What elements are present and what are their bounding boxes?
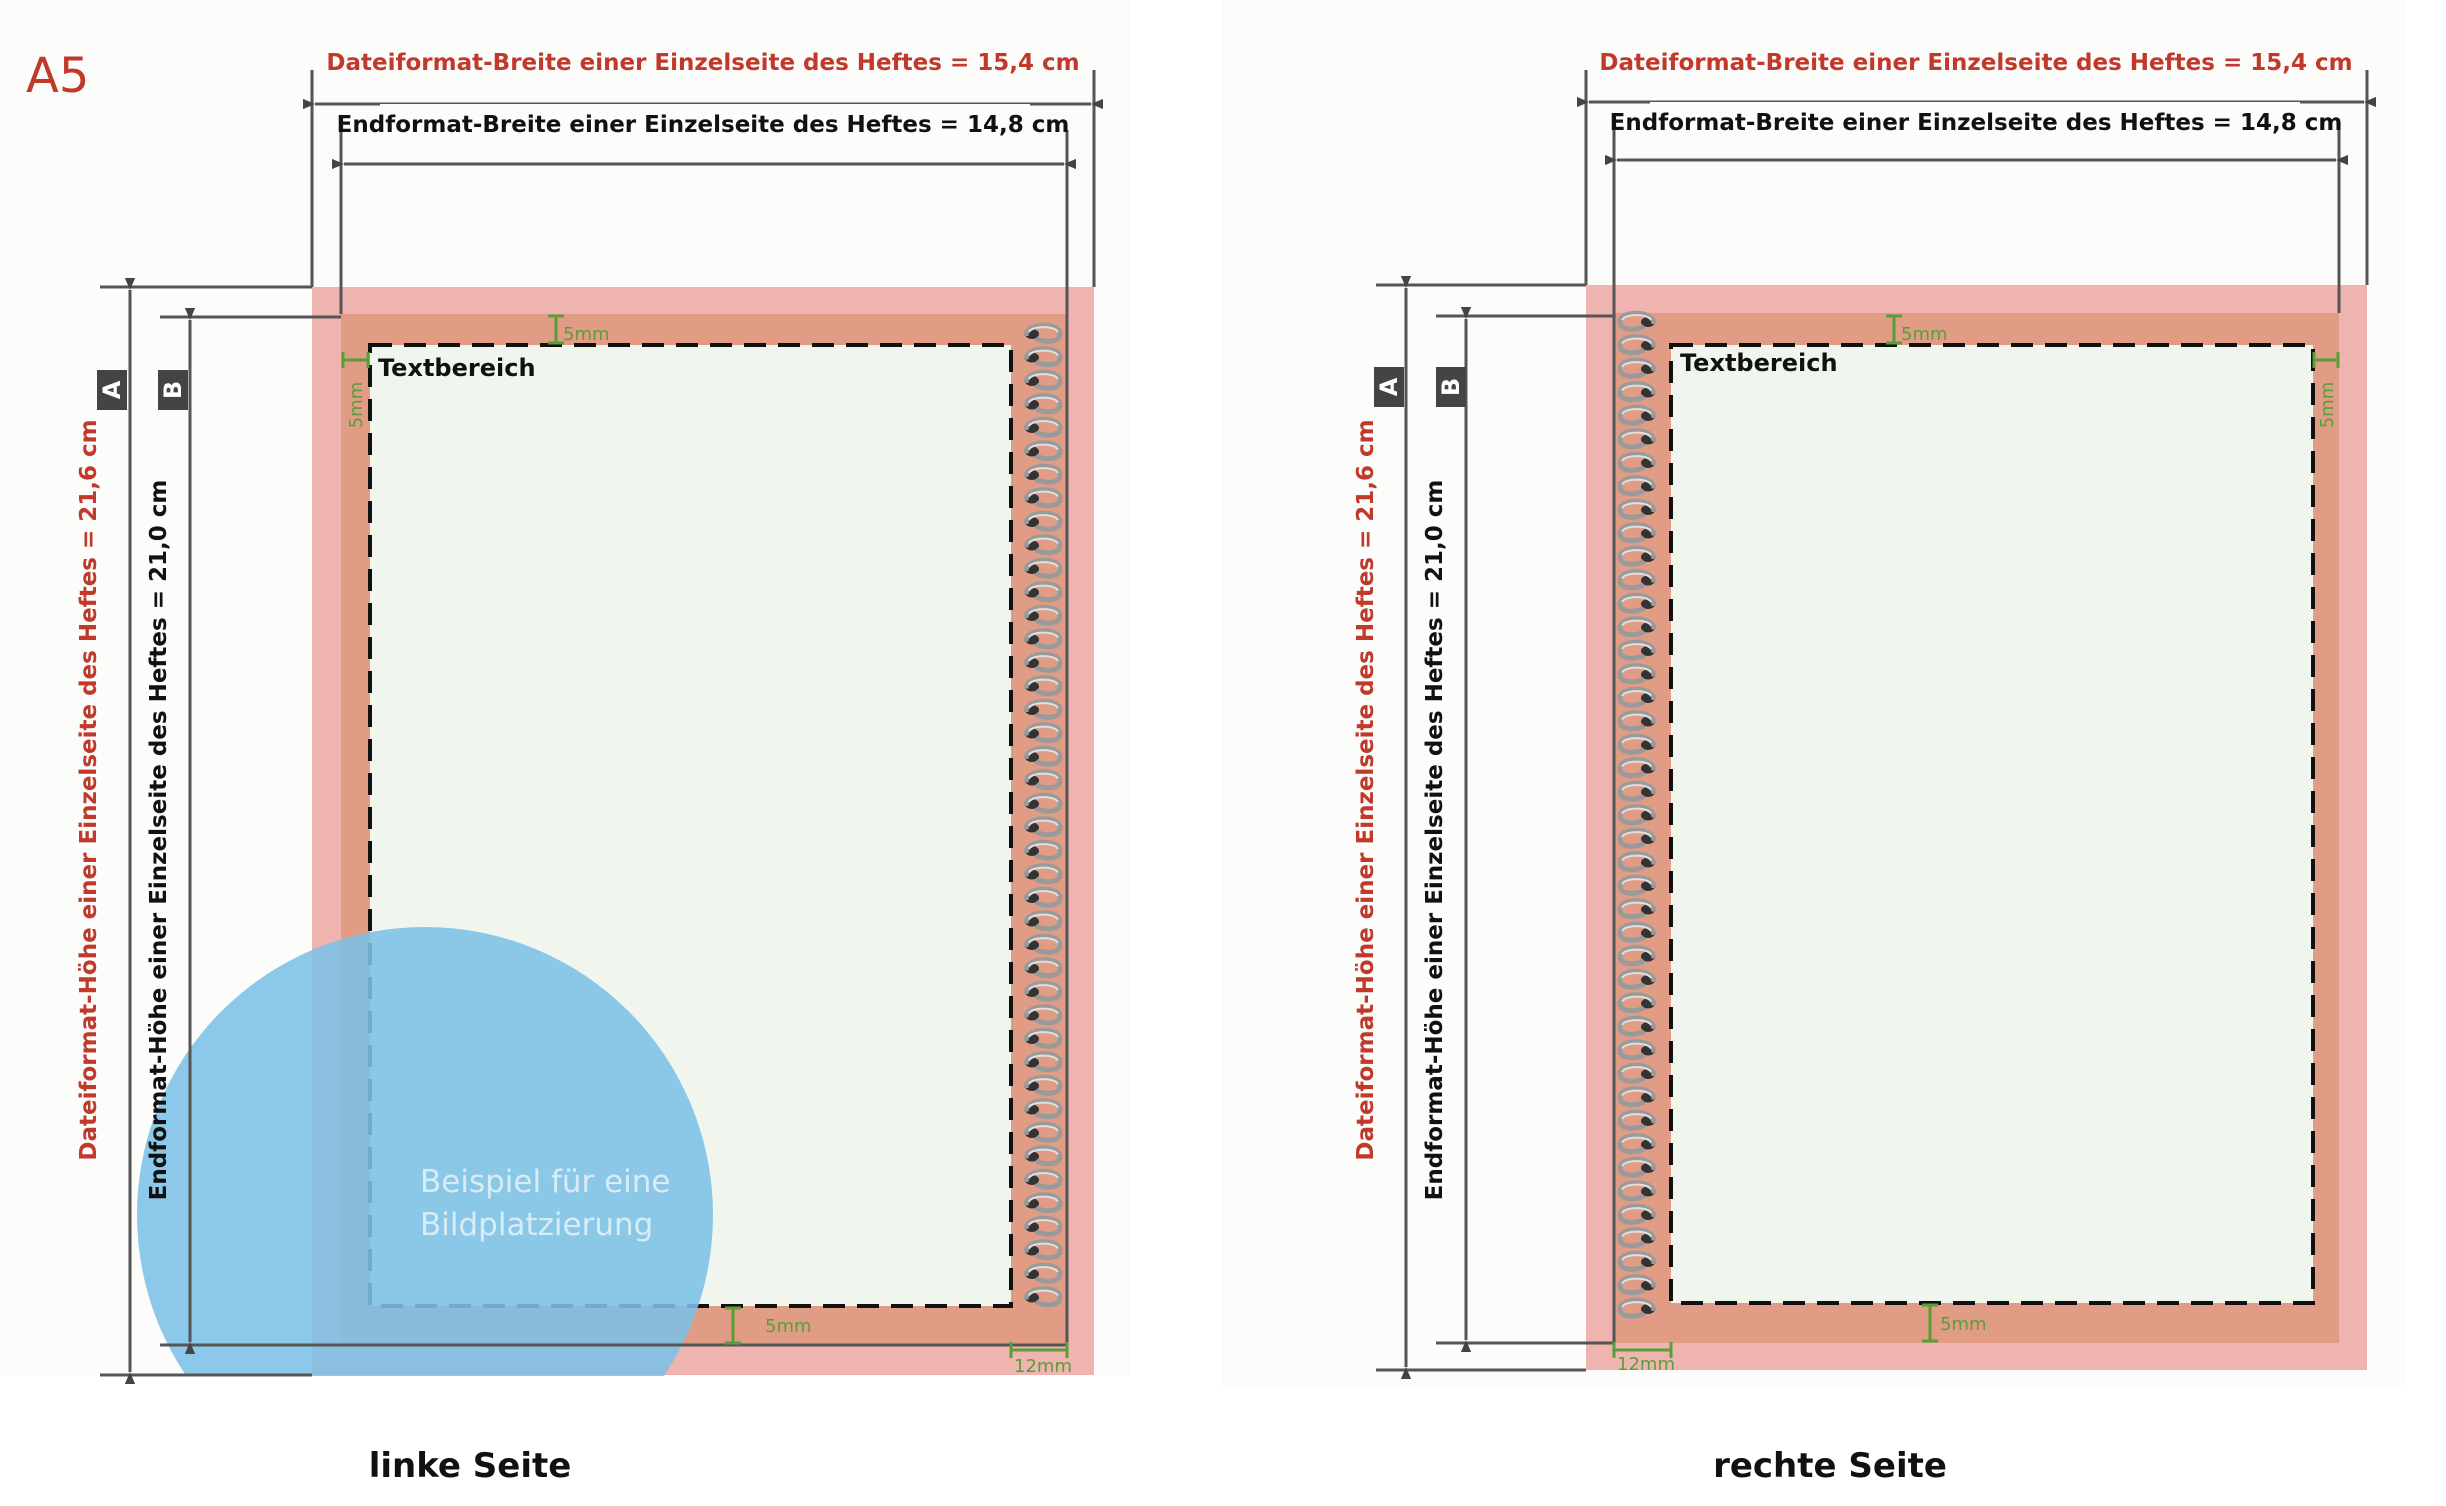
left-page [0,40,1130,1506]
right-file-width-label: Dateiformat-Breite einer Einzelseite des Heftes = 15,4 cm [1599,50,2353,76]
right-marker-a: A [1375,377,1403,397]
right-side-margin-label: 5mm [2317,381,2338,429]
right-top-margin-label: 5mm [1901,324,1948,345]
image-example-line2: Bildplatzierung [420,1207,654,1243]
right-page [1353,40,2367,1375]
left-top-margin-label: 5mm [563,324,610,345]
left-file-height-label: Dateiformat-Höhe einer Einzelseite des Heftes = 21,6 cm [76,419,102,1161]
left-text-area-label: Textbereich [378,354,536,382]
right-bottom-margin-label: 5mm [1940,1314,1987,1335]
right-text-area [1671,345,2313,1303]
left-side-margin-label: 5mm [346,381,367,429]
left-bottom-cover [0,1376,1130,1506]
left-file-width-label: Dateiformat-Breite einer Einzelseite des Heftes = 15,4 cm [326,50,1080,76]
right-binding-margin-label: 12mm [1617,1354,1675,1375]
left-bottom-margin-label: 5mm [765,1316,812,1337]
image-example-line1: Beispiel für eine [420,1164,671,1200]
left-marker-a: A [98,380,126,400]
left-page-caption: linke Seite [368,1446,572,1486]
right-file-height-label: Dateiformat-Höhe einer Einzelseite des Heftes = 21,6 cm [1353,419,1379,1161]
left-final-height-label: Endformat-Höhe einer Einzelseite des Heftes = 21,0 cm [146,479,172,1201]
format-label: A5 [26,48,90,104]
left-final-width-label: Endformat-Breite einer Einzelseite des Heftes = 14,8 cm [336,112,1070,138]
right-final-width-label: Endformat-Breite einer Einzelseite des Heftes = 14,8 cm [1609,110,2343,136]
right-marker-b: B [1437,377,1465,397]
left-binding-margin-label: 12mm [1014,1356,1072,1377]
left-marker-b: B [159,380,187,400]
right-page-caption: rechte Seite [1713,1446,1947,1486]
right-text-area-label: Textbereich [1680,349,1838,377]
right-final-height-label: Endformat-Höhe einer Einzelseite des Heftes = 21,0 cm [1422,479,1448,1201]
